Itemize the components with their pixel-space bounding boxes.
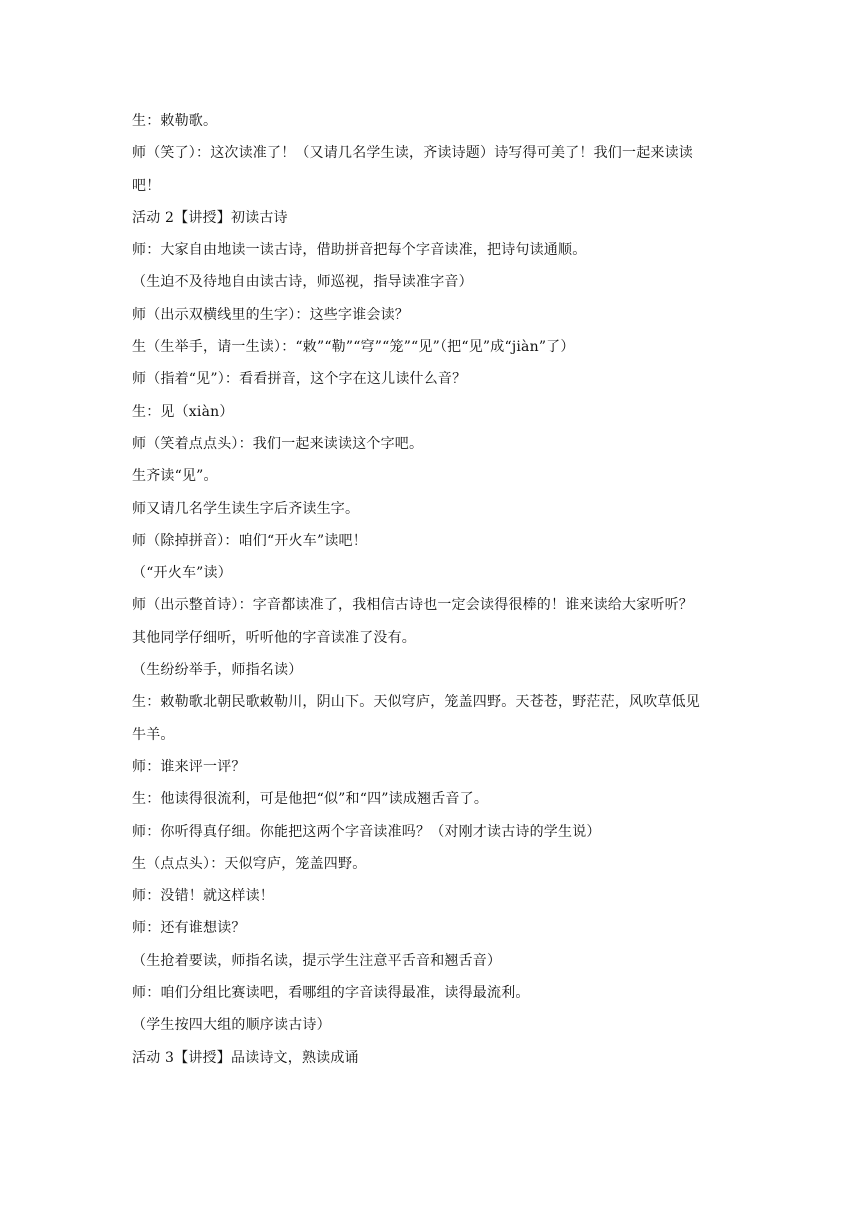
text-line: 师（除掉拼音）：咱们“开火车”读吧！ <box>132 532 367 549</box>
text-line: （生迫不及待地自由读古诗，师巡视，指导读准字音） <box>132 274 473 291</box>
text-line: 生：见（xiàn） <box>132 403 234 420</box>
text-line: 生：敕勒歌。 <box>132 113 218 129</box>
activity-heading: 活动 2【讲授】初读古诗 <box>132 209 288 226</box>
text-line: 生：他读得很流利，可是他把“似”和“四”读成翘舌音了。 <box>132 791 489 808</box>
text-line: 牛羊。 <box>132 726 175 743</box>
text-line: 师（笑着点点头）：我们一起来读读这个字吧。 <box>132 435 424 452</box>
text-line: 师（出示双横线里的生字）：这些字谁会读？ <box>132 306 409 323</box>
text-line: 师：你听得真仔细。你能把这两个字音读准吗？（对刚才读古诗的学生说） <box>132 823 601 840</box>
text-line: 生：敕勒歌北朝民歌敕勒川，阴山下。天似穹庐，笼盖四野。天苍苍，野茫茫，风吹草低见 <box>132 694 700 711</box>
text-line: （生抢着要读，师指名读，提示学生注意平舌音和翘舌音） <box>132 952 502 969</box>
text-line: 师：还有谁想读？ <box>132 920 246 937</box>
text-line: 生（点点头）：天似穹庐，笼盖四野。 <box>132 855 367 872</box>
text-line: 师：大家自由地读一读古诗，借助拼音把每个字音读准，把诗句读通顺。 <box>132 242 587 259</box>
text-line: 师：咱们分组比赛读吧，看哪组的字音读得最准，读得最流利。 <box>132 985 530 1002</box>
text-line: （学生按四大组的顺序读古诗） <box>132 1017 331 1034</box>
text-line: （“开火车”读） <box>132 565 232 582</box>
activity-heading: 活动 3【讲授】品读诗文，熟读成诵 <box>132 1049 359 1066</box>
text-line: 师又请几名学生读生字后齐读生字。 <box>132 500 360 517</box>
text-line: 师（指着“见”）：看看拼音，这个字在这儿读什么音？ <box>132 371 467 388</box>
text-line: 生齐读“见”。 <box>132 468 218 485</box>
text-line: 师：没错！就这样读！ <box>132 888 274 905</box>
text-line: 师：谁来评一评？ <box>132 758 246 775</box>
text-line: 师（笑了）：这次读准了！（又请几名学生读，齐读诗题）诗写得可美了！我们一起来读读 <box>132 145 693 162</box>
text-line: 生（生举手，请一生读）：“敕”“勒”“穹”“笼”“见”（把“见”成“jiàn”了） <box>132 339 575 356</box>
text-line: 其他同学仔细听，听听他的字音读准了没有。 <box>132 629 416 646</box>
text-line: （生纷纷举手，师指名读） <box>132 662 303 679</box>
text-line: 吧！ <box>132 177 161 194</box>
text-line: 师（出示整首诗）：字音都读准了，我相信古诗也一定会读得很棒的！谁来读给大家听听？ <box>132 597 693 614</box>
lesson-transcript <box>132 105 742 1074</box>
